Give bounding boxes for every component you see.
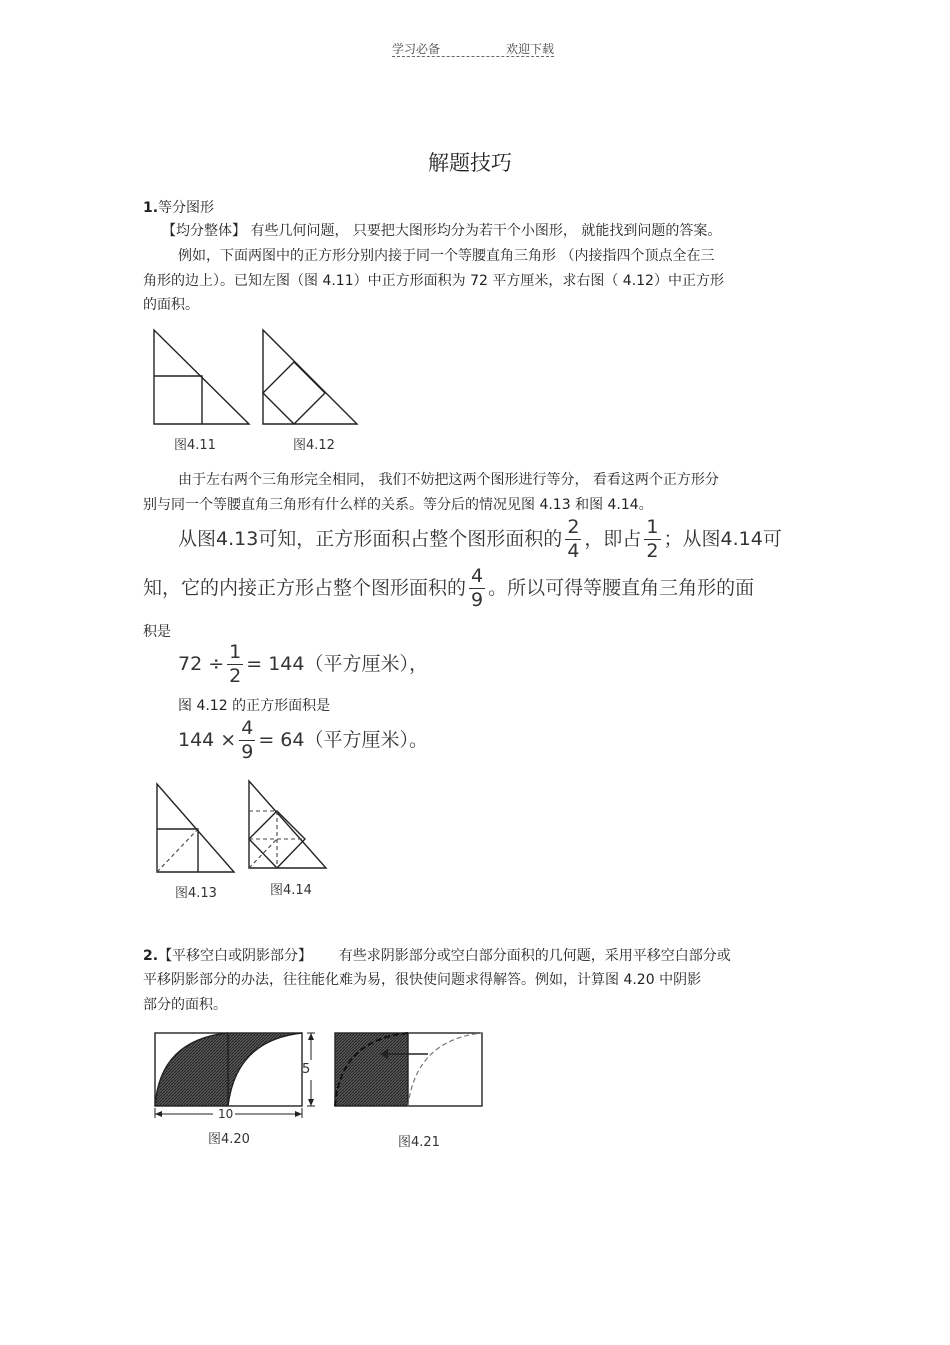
section2-heading: 【平移空白或阴影部分】 — [158, 948, 313, 964]
big-text-1a: 从图4.13可知，正方形面积占整个图形面积的 — [178, 528, 563, 550]
caption-fig-4-12: 图4.12 — [293, 438, 335, 453]
equation-2a: 144 × — [178, 729, 237, 751]
s1-paragraph2-line2: 角形的边上）。已知左图（图 4.11）中正方形面积为 72 平方厘米，求右图（ 4.12）中正方形 — [143, 273, 724, 289]
s1-paragraph2-line1: 例如，下面两图中的正方形分别内接于同一个等腰直角三角形 （内接指四个顶点全在三 — [178, 248, 715, 264]
s1-paragraph4: 积是 — [143, 624, 171, 640]
fraction-num: 4 — [241, 717, 254, 739]
page-header — [392, 40, 554, 57]
fraction-den: 9 — [471, 589, 484, 611]
fraction-num: 2 — [567, 516, 580, 538]
section1-heading-num: 1. — [143, 200, 159, 216]
figure-4-13 — [153, 782, 238, 877]
fraction-den: 9 — [241, 741, 254, 763]
fraction-num: 1 — [646, 516, 659, 538]
header-right: 欢迎下载 — [505, 42, 554, 56]
fraction-4-9 — [469, 567, 485, 610]
fraction-num: 4 — [471, 565, 484, 587]
fraction-2-4 — [565, 518, 581, 561]
fraction-den: 2 — [229, 665, 242, 687]
equation-1 — [178, 638, 428, 690]
big-text-1b: ，即占 — [584, 528, 642, 550]
caption-fig-4-14: 图4.14 — [270, 883, 312, 898]
fraction-1-2 — [644, 518, 660, 561]
s1-paragraph2-line3: 的面积。 — [143, 297, 199, 313]
big-text-line2 — [143, 562, 754, 614]
s1-paragraph5: 图 4.12 的正方形面积是 — [178, 698, 331, 714]
fraction-den: 2 — [646, 540, 659, 562]
s2-paragraph-line3: 部分的面积。 — [143, 997, 227, 1013]
section2-heading-num: 2. — [143, 948, 159, 964]
figure-4-11 — [150, 328, 255, 428]
caption-fig-4-20: 图4.20 — [208, 1132, 250, 1147]
big-text-2a: 知，它的内接正方形占整个图形面积的 — [143, 577, 467, 599]
s1-paragraph3-line1: 由于左右两个三角形完全相同， 我们不妨把这两个图形进行等分， 看看这两个正方形分 — [178, 472, 719, 488]
caption-fig-4-13: 图4.13 — [175, 886, 217, 901]
dimension-label-10: 10 — [218, 1107, 234, 1121]
equation-1b: = 144（平方厘米）， — [246, 653, 428, 675]
section1-heading-text: 等分图形 — [158, 200, 215, 216]
dimension-label-5: 5 — [302, 1062, 311, 1077]
fraction-den: 4 — [567, 540, 580, 562]
section2-heading-line — [143, 945, 731, 965]
figure-4-21 — [330, 1028, 490, 1113]
big-text-line1 — [178, 513, 782, 565]
section1-heading — [143, 197, 214, 217]
equation-2 — [178, 714, 428, 766]
big-text-2b: 。所以可得等腰直角三角形的面 — [488, 577, 755, 599]
s1-paragraph3-line2: 别与同一个等腰直角三角形有什么样的关系。等分后的情况见图 4.13 和图 4.14。 — [143, 497, 653, 513]
equation-2b: = 64（平方厘米）。 — [258, 729, 428, 751]
figure-4-20 — [150, 1028, 325, 1128]
caption-fig-4-21: 图4.21 — [398, 1135, 440, 1150]
s2-paragraph-line2: 平移阴影部分的办法，往往能化难为易，很快使问题求得解答。例如，计算图 4.20 中阴影 — [143, 972, 702, 988]
fraction-num: 1 — [229, 641, 242, 663]
header-left: 学习必备 — [392, 42, 441, 56]
figure-4-14 — [245, 779, 330, 874]
equation-1a: 72 ÷ — [178, 653, 225, 675]
s1-paragraph1: 【均分整体】 有些几何问题， 只要把大图形均分为若干个小图形， 就能找到问题的答案。 — [162, 223, 722, 239]
page-title: 解题技巧 — [428, 151, 512, 175]
figure-4-12 — [259, 328, 364, 428]
caption-fig-4-11: 图4.11 — [174, 438, 216, 453]
fraction-4-9-eq — [239, 719, 255, 762]
s2-paragraph-line1: 有些求阴影部分或空白部分面积的几何题，采用平移空白部分或 — [338, 948, 731, 964]
big-text-1c: ；从图4.14可 — [663, 528, 782, 550]
fraction-1-2-eq — [227, 643, 243, 686]
